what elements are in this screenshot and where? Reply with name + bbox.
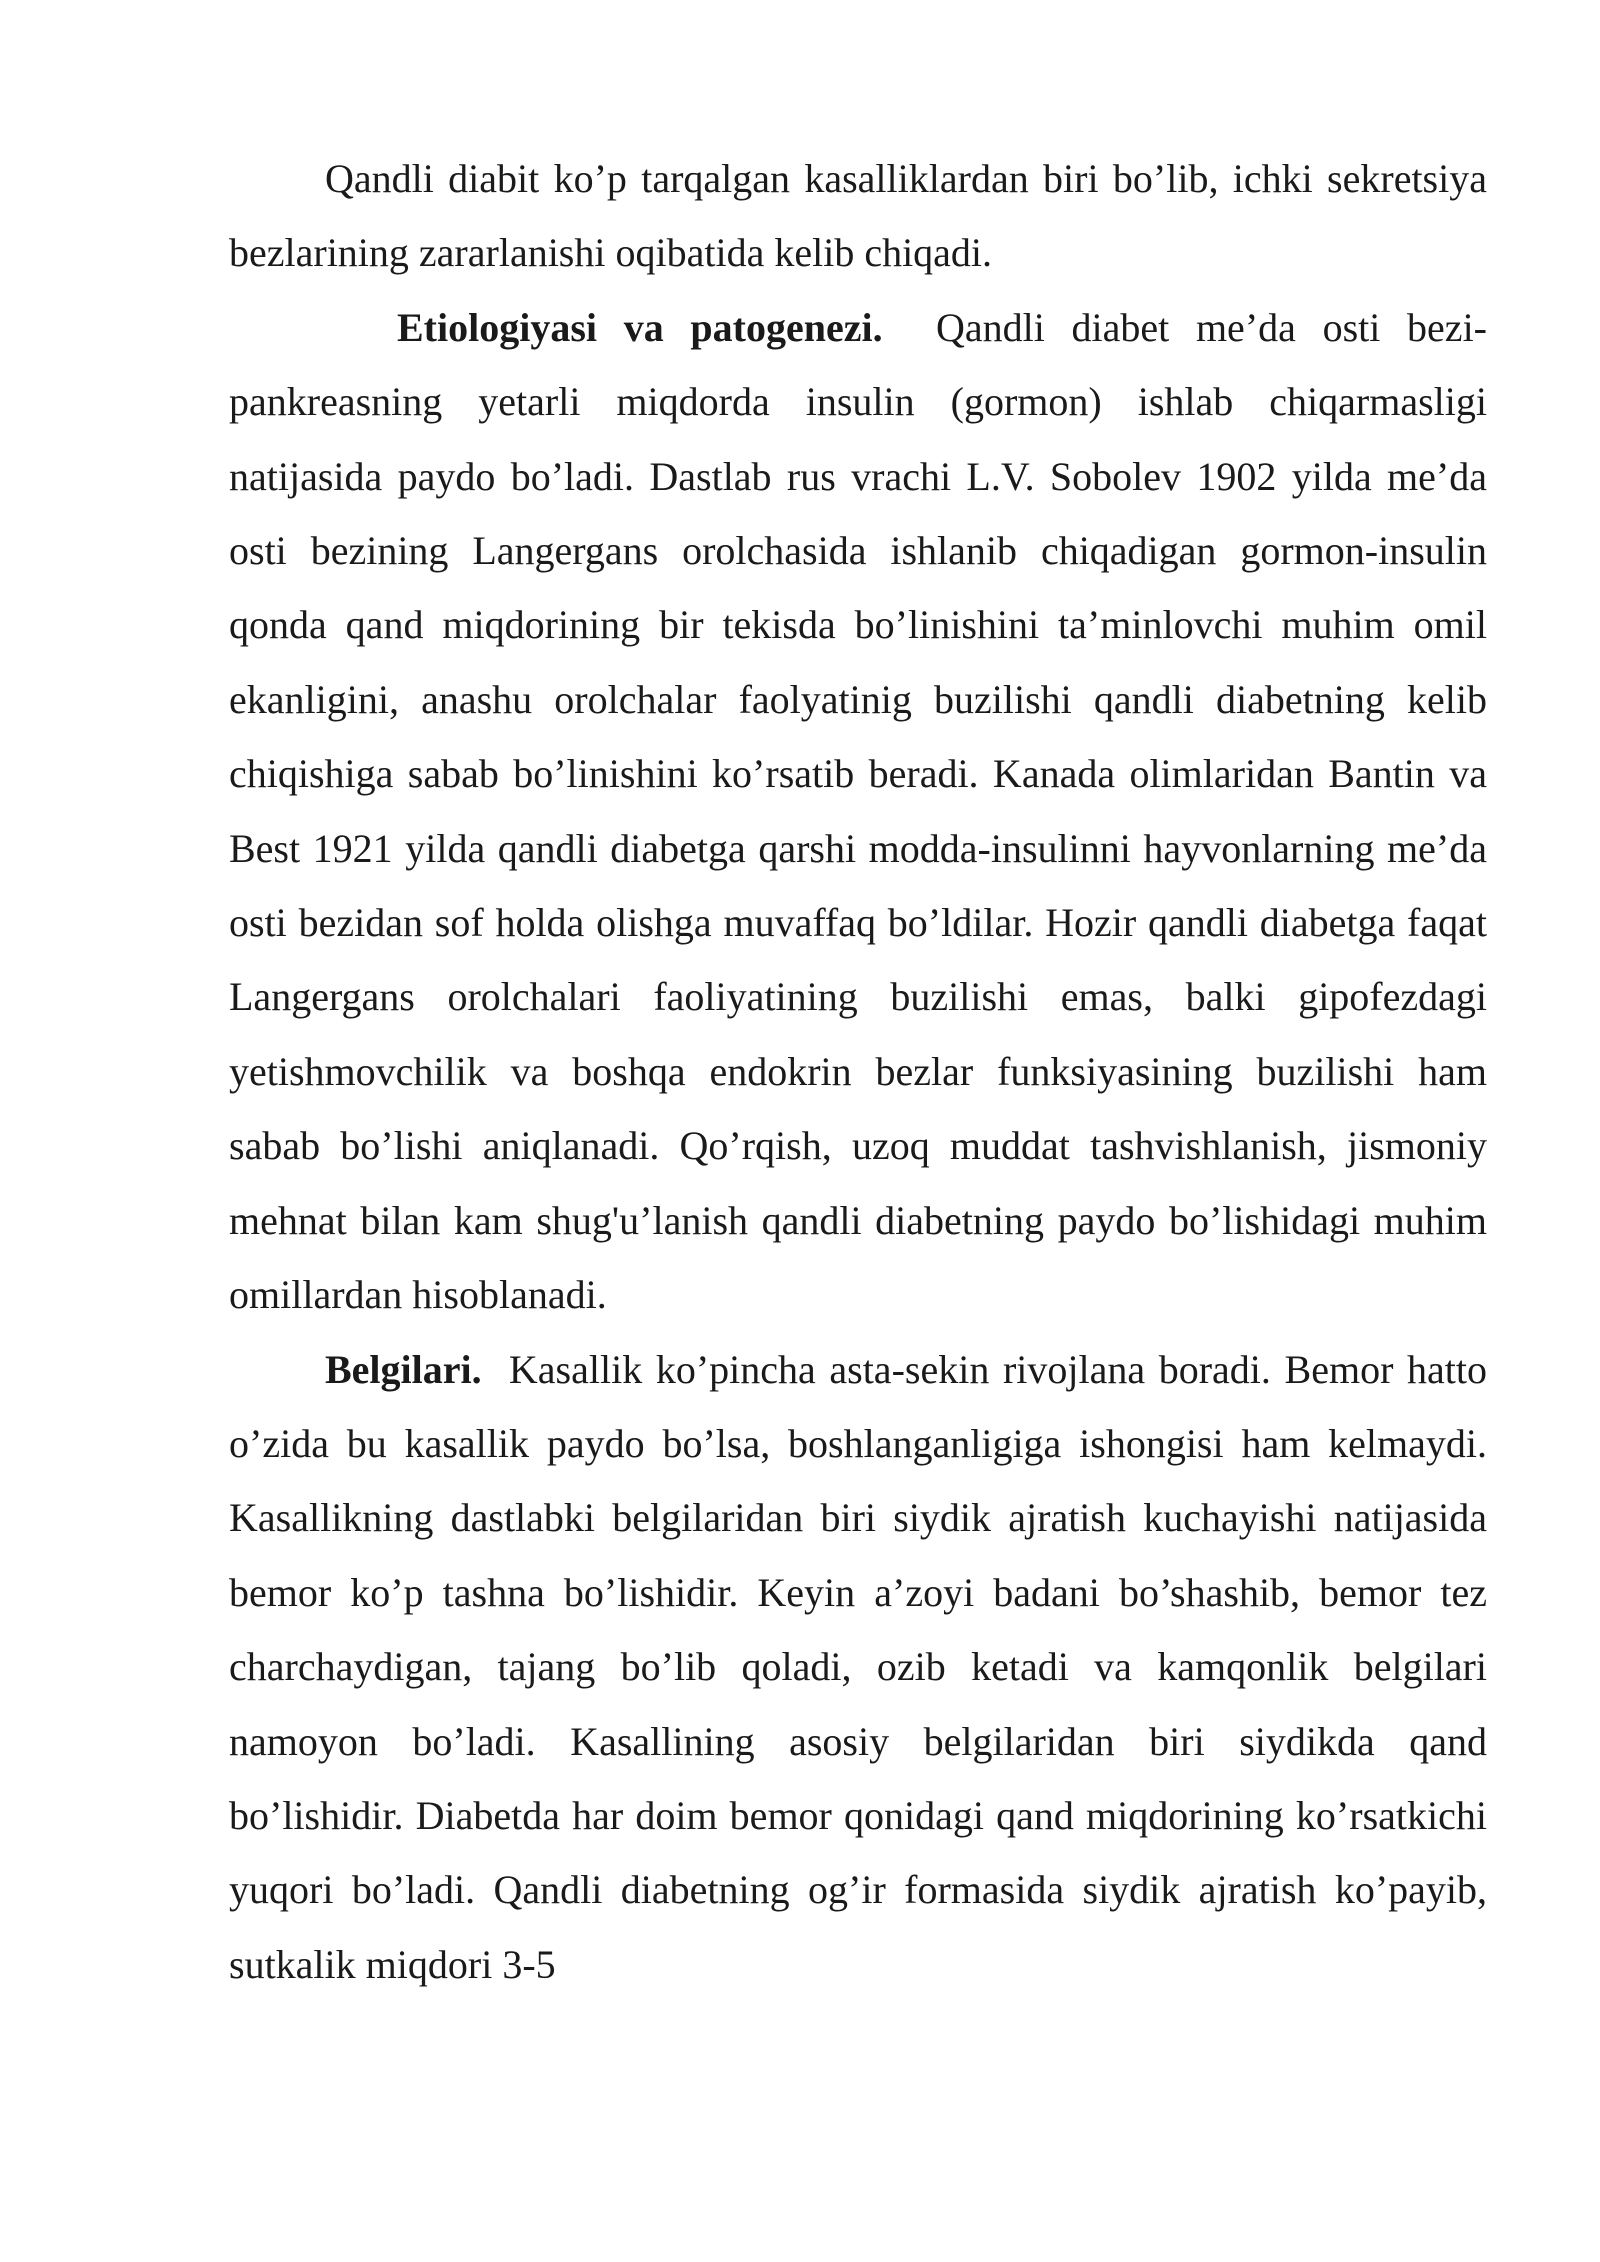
intro-paragraph: [229, 142, 1487, 291]
intro-text: Qandli diabit ko’p tarqalgan kasalliklardan biri bo’lib, ichki sekretsiya bezlarining zararlanishi oqibatida kelib chiqadi.: [229, 156, 1487, 276]
etiology-text: Qandli diabet me’da osti bezi-pankreasning yetarli miqdorda insulin (gormon) ishlab chiqarmasligi natijasida paydo bo’ladi. Dastlab rus vrachi L.V. Sobolev 1902 yilda me’da osti bezining Langergans orolchasida ishlanib chiqadigan gormon-insulin qonda qand miqdorining bir tekisda bo’linishini ta’minlovchi muhim omil ekanligini, anashu orolchalar faolyatinig buzilishi qandli diabetning kelib chiqishiga sabab bo’linishini ko’rsatib beradi. Kanada olimlaridan Bantin va Best 1921 yilda qandli diabetga qarshi modda-insulinni hayvonlarning me’da osti bezidan sof holda olishga muvaffaq bo’ldilar. Hozir qandli diabetga faqat Langergans orolchalari faoliyatining buzilishi emas, balki gipofezdagi yetishmovchilik va boshqa endokrin bezlar funksiyasining buzilishi ham sabab bo’lishi aniqlanadi. Qo’rqish, uzoq muddat tashvishlanish, jismoniy mehnat bilan kam shug'u’lanish qandli diabetning paydo bo’lishidagi muhim omillardan hisoblanadi.: [229, 304, 1487, 1318]
document-page: [229, 142, 1487, 2002]
symptoms-text: Kasallik ko’pincha asta-sekin rivojlana boradi. Bemor hatto o’zida bu kasallik paydo bo’lsa, boshlanganligiga ishongisi ham kelmaydi. Kasallikning dastlabki belgilaridan biri siydik ajratish kuchayishi natijasida bemor ko’p tashna bo’lishidir. Keyin a’zoyi badani bo’shashib, bemor tez charchaydigan, tajang bo’lib qoladi, ozib ketadi va kamqonlik belgilari namoyon bo’ladi. Kasallining asosiy belgilaridan biri siydikda qand bo’lishidir. Diabetda har doim bemor qonidagi qand miqdorining ko’rsatkichi yuqori bo’ladi. Qandli diabetning og’ir formasida siydik ajratish ko’payib, sutkalik miqdori 3-5: [229, 1346, 1488, 1987]
etiology-paragraph: [229, 291, 1487, 1333]
symptoms-heading: Belgilari.: [325, 1346, 482, 1392]
symptoms-paragraph: [229, 1333, 1487, 2003]
etiology-heading: Etiologiyasi va patogenezi.: [397, 304, 883, 350]
